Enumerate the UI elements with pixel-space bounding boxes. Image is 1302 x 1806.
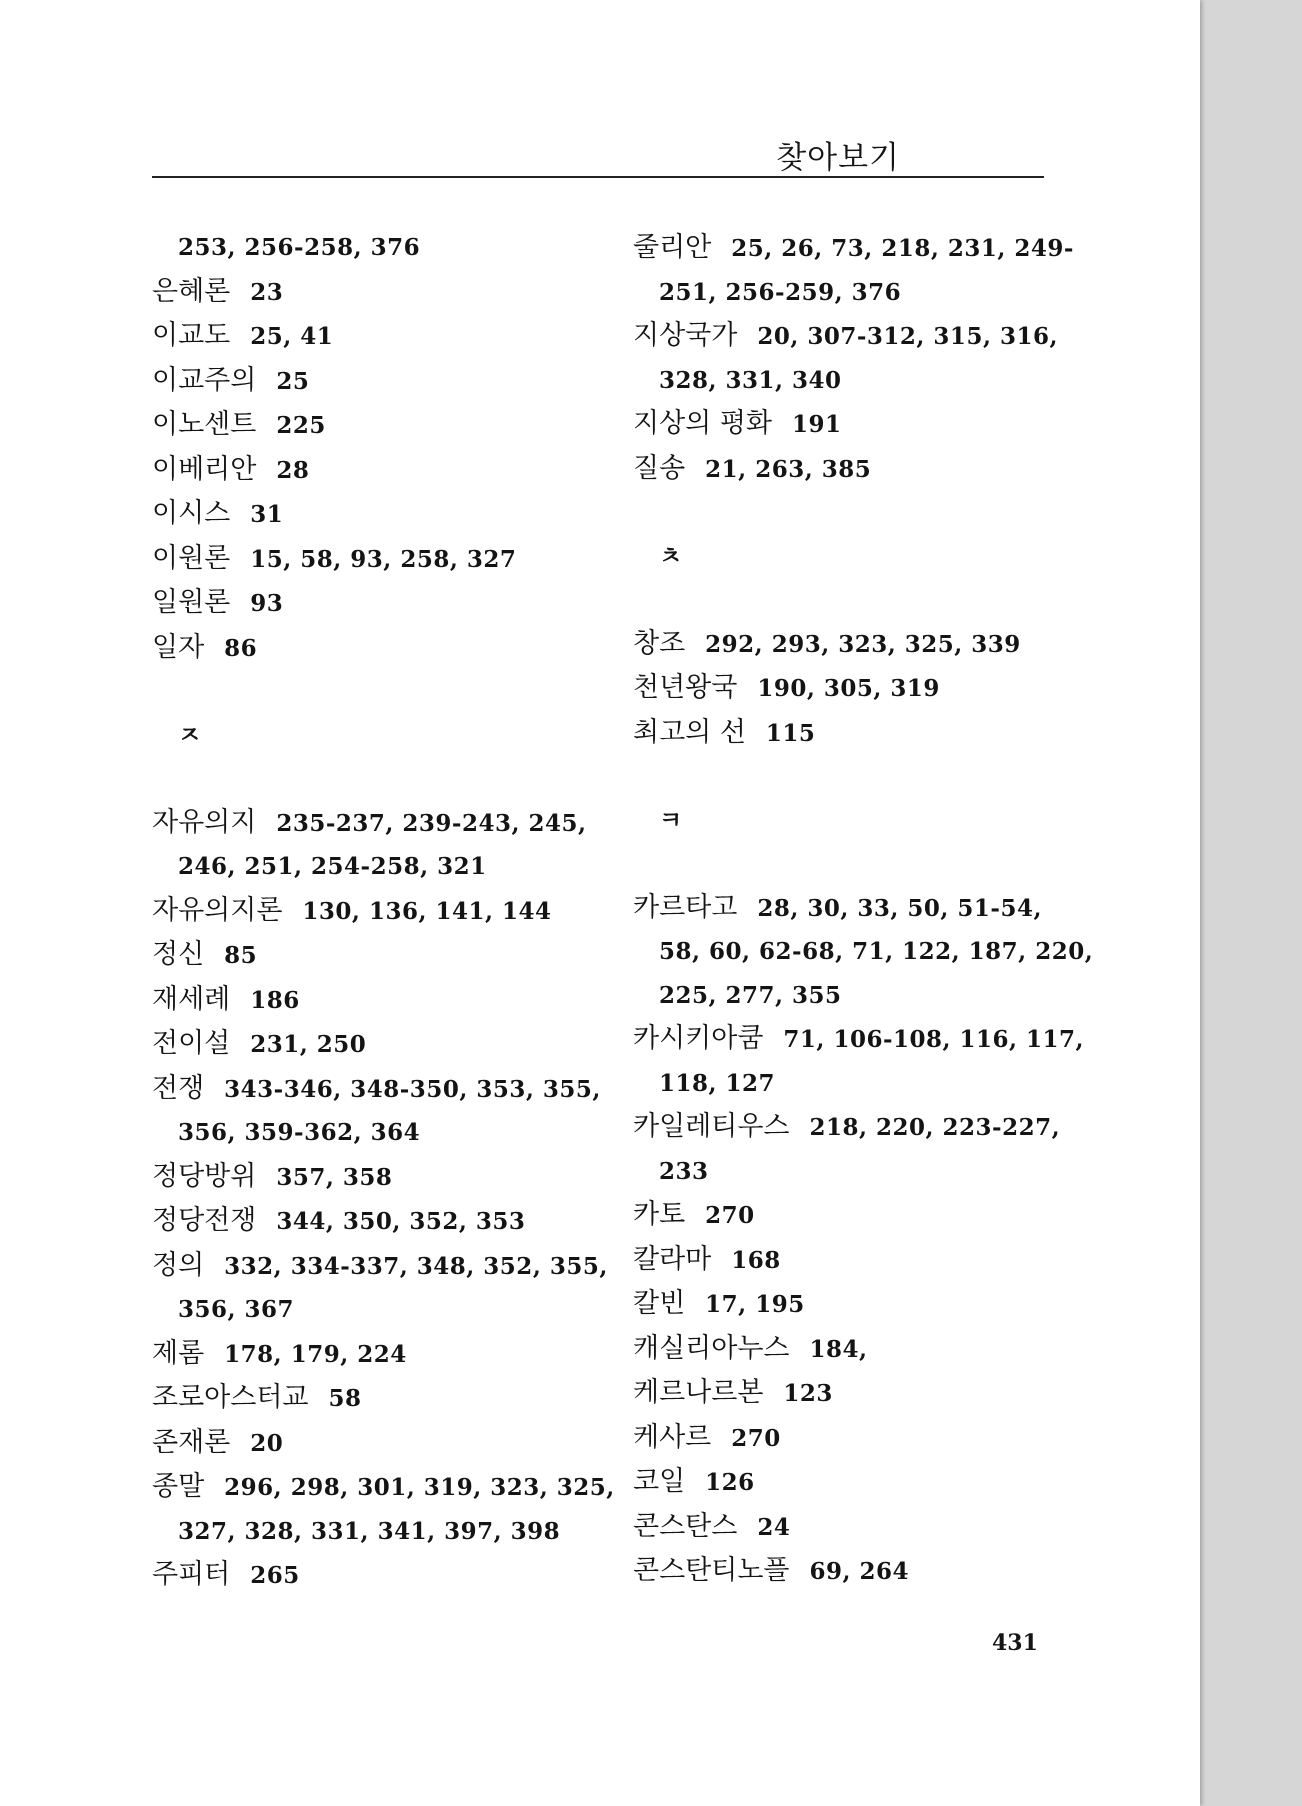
index-entry [152, 1199, 612, 1244]
index-entry [633, 1505, 1093, 1550]
index-term: 이교도 [152, 320, 231, 351]
index-entry-continuation [633, 1062, 1093, 1106]
page-refs: 31 [250, 501, 284, 528]
page-refs: 357, 358 [276, 1163, 393, 1191]
page-refs: 327, 328, 331, 341, 397, 398 [178, 1517, 561, 1545]
index-entry [152, 314, 612, 359]
index-term: 코일 [633, 1466, 686, 1497]
page-refs: 25 [276, 367, 310, 395]
index-entry [152, 801, 612, 846]
index-entry [152, 492, 612, 537]
spacer [633, 578, 1093, 622]
index-term: 종말 [152, 1471, 205, 1502]
index-entry [633, 226, 1093, 271]
spacer [152, 757, 612, 801]
index-term: 카르타고 [633, 891, 738, 923]
index-entry [152, 270, 612, 315]
index-entry-continuation [633, 1150, 1093, 1194]
index-entry [152, 359, 612, 404]
index-term: 케르나르본 [633, 1377, 764, 1408]
page-refs: 343-346, 348-350, 353, 355, [224, 1075, 601, 1103]
index-entry [152, 1067, 612, 1112]
index-term: 정의 [152, 1249, 205, 1281]
index-entry [633, 1416, 1093, 1461]
index-term: 창조 [633, 627, 686, 659]
page-refs: 24 [757, 1513, 791, 1541]
index-term: 정당전쟁 [152, 1205, 257, 1236]
index-entry [152, 1155, 612, 1200]
index-column-right [633, 226, 1093, 1594]
index-entry [633, 622, 1093, 667]
page-refs: 356, 359-362, 364 [178, 1119, 421, 1146]
index-term: 정신 [152, 939, 205, 970]
index-entry [633, 402, 1093, 447]
index-term: 은혜론 [152, 275, 231, 307]
page-refs: 235-237, 239-243, 245, [276, 809, 587, 837]
index-entry [633, 1327, 1093, 1372]
page-refs: 126 [705, 1469, 755, 1496]
index-term: 전쟁 [152, 1072, 205, 1104]
index-term: 카시키아쿰 [633, 1023, 764, 1054]
index-entry-continuation [633, 359, 1093, 403]
page-refs: 251, 256-259, 376 [659, 278, 902, 306]
index-entry [633, 1371, 1093, 1416]
page-refs: 190, 305, 319 [757, 675, 940, 702]
index-term: 일자 [152, 631, 205, 663]
index-term: 케사르 [633, 1421, 712, 1453]
page-refs: 115 [765, 719, 816, 747]
page-refs: 118, 127 [659, 1069, 776, 1097]
page-refs: 20, 307-312, 315, 316, [757, 323, 1058, 350]
index-entry [633, 1549, 1093, 1594]
page-refs: 344, 350, 352, 353 [276, 1208, 526, 1235]
index-term: 재세례 [152, 983, 231, 1015]
page-refs: 253, 256-258, 376 [178, 234, 421, 261]
index-term: 일원론 [152, 587, 231, 618]
index-entry [152, 1244, 612, 1289]
index-entry [152, 581, 612, 626]
index-entry [152, 889, 612, 934]
index-entry-continuation [633, 271, 1093, 315]
index-term: 존재론 [152, 1426, 231, 1458]
page-refs: 225, 277, 355 [659, 981, 842, 1009]
page-refs: 332, 334-337, 348, 352, 355, [224, 1252, 608, 1280]
index-entry-continuation [152, 1510, 612, 1554]
page-refs: 218, 220, 223-227, [809, 1114, 1061, 1141]
index-term: 질송 [633, 452, 686, 484]
index-term: 칼빈 [633, 1288, 686, 1319]
index-term: 주피터 [152, 1559, 231, 1590]
page-refs: 93 [250, 590, 284, 617]
page-refs: 191 [792, 411, 842, 438]
index-term: 지상의 평화 [633, 408, 772, 439]
page-refs: 186 [250, 986, 300, 1014]
section-heading: ㅋ [659, 805, 683, 834]
index-entry [633, 1282, 1093, 1327]
index-entry [152, 626, 612, 671]
page-refs: 25, 41 [250, 323, 334, 350]
index-entry-continuation [152, 1111, 612, 1155]
index-term: 전이설 [152, 1028, 231, 1059]
index-entry [633, 1238, 1093, 1283]
index-entry [633, 1460, 1093, 1505]
index-column-left [152, 226, 615, 1598]
page-refs: 130, 136, 141, 144 [302, 897, 552, 925]
page-refs: 246, 251, 254-258, 321 [178, 853, 487, 880]
page-refs: 23 [250, 278, 284, 306]
index-term: 카일레티우스 [633, 1111, 790, 1142]
page-refs: 69, 264 [809, 1558, 910, 1585]
index-term: 이노센트 [152, 409, 257, 440]
index-entry [152, 1376, 612, 1421]
index-entry [633, 1193, 1093, 1238]
index-entry [633, 711, 1093, 756]
page-refs: 28, 30, 33, 50, 51-54, [757, 894, 1042, 922]
page-refs: 15, 58, 93, 258, 327 [250, 545, 517, 573]
page-refs: 58, 60, 62-68, 71, 122, 187, 220, [659, 938, 1094, 965]
page-refs: 265 [250, 1562, 300, 1589]
header-rule [152, 176, 1044, 178]
index-term: 자유의지론 [152, 894, 283, 926]
index-term: 콘스탄스 [633, 1510, 738, 1542]
index-entry [152, 403, 612, 448]
index-entry [152, 1022, 612, 1067]
index-entry [152, 1332, 612, 1377]
page-refs: 225 [276, 412, 326, 439]
index-term: 캐실리아누스 [633, 1332, 790, 1364]
index-term: 최고의 선 [633, 716, 746, 748]
spacer [633, 842, 1093, 886]
index-entry [633, 886, 1093, 931]
index-term: 정당방위 [152, 1160, 257, 1192]
spacer [633, 491, 1093, 535]
page-refs: 296, 298, 301, 319, 323, 325, [224, 1474, 615, 1501]
index-term: 카토 [633, 1199, 686, 1230]
spacer [633, 755, 1093, 799]
index-term: 이시스 [152, 498, 231, 529]
index-entry-continuation [633, 930, 1093, 974]
index-entry [633, 1017, 1093, 1062]
page-refs: 233 [659, 1157, 709, 1185]
index-term: 천년왕국 [633, 672, 738, 703]
page-refs: 123 [783, 1380, 833, 1407]
index-entry [152, 1553, 612, 1598]
page-refs: 20 [250, 1429, 284, 1457]
section-heading: ㅈ [178, 720, 202, 749]
page-refs: 270 [731, 1424, 781, 1452]
page-refs: 270 [705, 1202, 755, 1229]
page-number: 431 [992, 1630, 1038, 1656]
index-entry [152, 933, 612, 978]
index-term: 콘스탄티노플 [633, 1555, 790, 1586]
index-term: 이교주의 [152, 364, 257, 396]
page-refs: 328, 331, 340 [659, 366, 842, 394]
page-refs: 17, 195 [705, 1291, 805, 1318]
page-refs: 21, 263, 385 [705, 455, 872, 483]
index-entry [633, 1105, 1093, 1150]
spacer [152, 670, 612, 714]
index-term: 제롬 [152, 1337, 205, 1369]
page-refs: 58 [328, 1385, 362, 1412]
page-refs: 71, 106-108, 116, 117, [783, 1026, 1085, 1053]
index-entry [633, 314, 1093, 359]
index-entry [633, 666, 1093, 711]
index-entry [152, 1421, 612, 1466]
index-term: 칼라마 [633, 1243, 712, 1275]
page-refs: 28 [276, 456, 310, 484]
index-term: 조로아스터교 [152, 1382, 309, 1413]
index-term: 줄리안 [633, 232, 712, 263]
page-refs: 356, 367 [178, 1296, 295, 1323]
index-term: 자유의지 [152, 806, 257, 838]
section-heading: ㅊ [659, 541, 683, 570]
index-term: 이베리안 [152, 453, 257, 485]
page-refs: 168 [731, 1246, 781, 1274]
page-refs: 231, 250 [250, 1031, 367, 1058]
index-entry [633, 447, 1093, 492]
index-entry-continuation [152, 845, 612, 889]
index-entry-continuation [152, 1288, 612, 1332]
index-term: 이원론 [152, 542, 231, 574]
running-header-title: 찾아보기 [776, 140, 900, 176]
page-refs: 85 [224, 942, 258, 969]
page-refs: 178, 179, 224 [224, 1340, 407, 1368]
index-entry [152, 537, 612, 582]
page-refs: 86 [224, 634, 258, 662]
page-refs: 25, 26, 73, 218, 231, 249- [731, 235, 1074, 262]
index-entry [152, 1465, 615, 1510]
index-entry [152, 448, 612, 493]
index-term: 지상국가 [633, 320, 738, 351]
index-entry-continuation [152, 226, 612, 270]
page-refs: 292, 293, 323, 325, 339 [705, 630, 1021, 658]
index-entry [152, 978, 612, 1023]
index-entry-continuation [633, 974, 1093, 1018]
page-refs: 184, [809, 1335, 868, 1363]
